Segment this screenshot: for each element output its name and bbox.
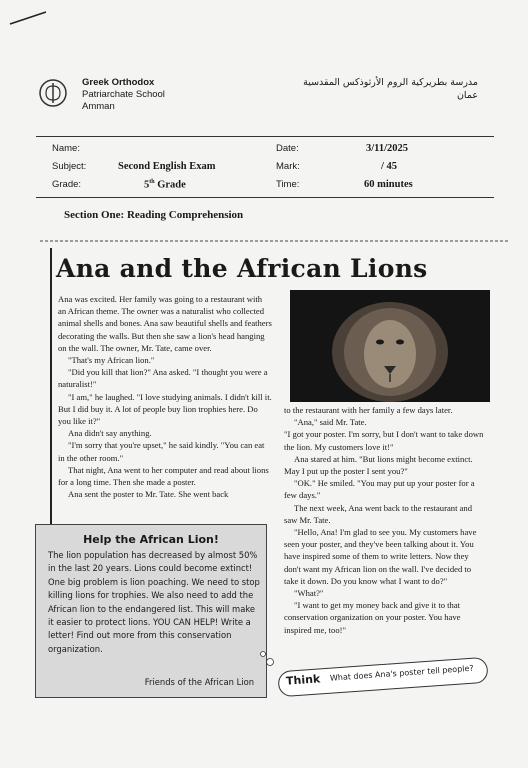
story-paragraph: "What?" — [294, 588, 324, 599]
name-label: Name: — [52, 143, 80, 154]
story-paragraph: Ana didn't say anything. — [68, 428, 152, 439]
story-paragraph: "Ana," said Mr. Tate. — [294, 417, 367, 428]
school-line-1: Greek Orthodox — [82, 77, 155, 88]
story-paragraph: "Hello, Ana! I'm glad to see you. My customers have seen your poster, and they've been talking about it. You have inspired some of them to write letters. Now they don't want my African lion on the wall. I've decided to take it down. Do you know what I want to do?" — [284, 527, 477, 586]
exam-info-box — [36, 136, 494, 198]
mark-label: Mark: — [276, 161, 300, 172]
think-question: What does Ana's poster tell people? — [329, 663, 474, 683]
think-label: Think — [285, 672, 321, 688]
help-poster-box — [35, 524, 267, 698]
story-paragraph: That night, Ana went to her computer and read about lions for a long time. Then she made a poster. — [58, 464, 269, 488]
subject-value: Second English Exam — [118, 161, 216, 172]
info-row-name — [36, 140, 494, 158]
story-paragraph: to the restaurant with her family a few days later. — [284, 405, 453, 415]
story-paragraph: "I'm sorry that you're upset," he said kindly. "You can eat in the other room." — [58, 440, 265, 463]
time-label: Time: — [276, 179, 300, 190]
school-line-3: Amman — [82, 101, 115, 112]
school-name-arabic — [303, 76, 478, 102]
story-paragraph: "Did you kill that lion?" Ana asked. "I thought you were a naturalist!" — [58, 367, 268, 390]
story-title: Ana and the African Lions — [56, 254, 428, 283]
date-label: Date: — [276, 143, 299, 154]
subject-label: Subject: — [52, 161, 87, 172]
story-paragraph: "OK." He smiled. "You may put up your poster for a few days." — [284, 478, 475, 501]
mark-value: / 45 — [381, 161, 398, 172]
grade-value: 5th Grade — [144, 179, 186, 191]
story-paragraph: Ana was excited. Her family was going to a restaurant with an African theme. The owner was a naturalist who collected animal shells and bones. Ana saw beautiful shells and feathers decorating the walls. But then she saw a lion's head hanging on the wall. The owner, Mr. Tate, came over. — [58, 294, 272, 353]
top-rule-divider — [40, 237, 510, 245]
help-title: Help the African Lion! — [83, 533, 219, 546]
story-paragraph: "I am," he laughed. "I love studying animals. I didn't kill it. But I did buy it. A lot of people buy lion trophies here. Do you like it?" — [58, 391, 272, 427]
date-value: 3/11/2025 — [366, 143, 409, 154]
section-title: Section One: Reading Comprehension — [64, 209, 244, 221]
school-logo-icon — [38, 78, 68, 108]
info-row-subject — [36, 158, 494, 176]
school-name-english — [82, 77, 165, 113]
think-bubble — [277, 657, 488, 698]
info-row-grade — [36, 176, 494, 194]
story-paragraph: "I want to get my money back and give it to that conservation organization on your poster. You have inspired me, too!" — [284, 600, 461, 635]
help-signature: Friends of the African Lion — [144, 677, 254, 687]
lion-icon — [290, 290, 490, 402]
school-ar-line-1: مدرسة بطريركية الروم الأرثوذكس المقدسية — [303, 77, 478, 88]
story-paragraph: "That's my African lion." — [68, 355, 155, 366]
help-body: The lion population has decreased by almost 50% in the last 20 years. Lions could become extinct! One big problem is lion poaching. We need to stop killing lions for trophies. We also need to add the African lion to the endangered list. This will make it easier to protect lions. YOU CAN HELP! Write a letter! Find out more from this conservation organization. — [48, 550, 260, 654]
story-paragraph: The next week, Ana went back to the restaurant and saw Mr. Tate. — [284, 502, 473, 525]
school-line-2: Patriarchate School — [82, 89, 165, 100]
time-value: 60 minutes — [364, 179, 413, 190]
story-column-2 — [284, 404, 484, 636]
grade-label: Grade: — [52, 179, 82, 190]
story-paragraph: Ana stared at him. "But lions might become extinct. May I put up the poster I sent you?" — [284, 453, 473, 477]
lion-photo — [290, 290, 490, 402]
story-paragraph: "I got your poster. I'm sorry, but I don't want to take down the lion. My customers love it!" — [284, 429, 484, 452]
school-ar-line-2: عمان — [456, 90, 478, 101]
story-paragraph: Ana sent the poster to Mr. Tate. She went back — [68, 489, 229, 500]
story-column-1 — [58, 293, 272, 500]
pen-stroke-mark — [8, 6, 48, 26]
